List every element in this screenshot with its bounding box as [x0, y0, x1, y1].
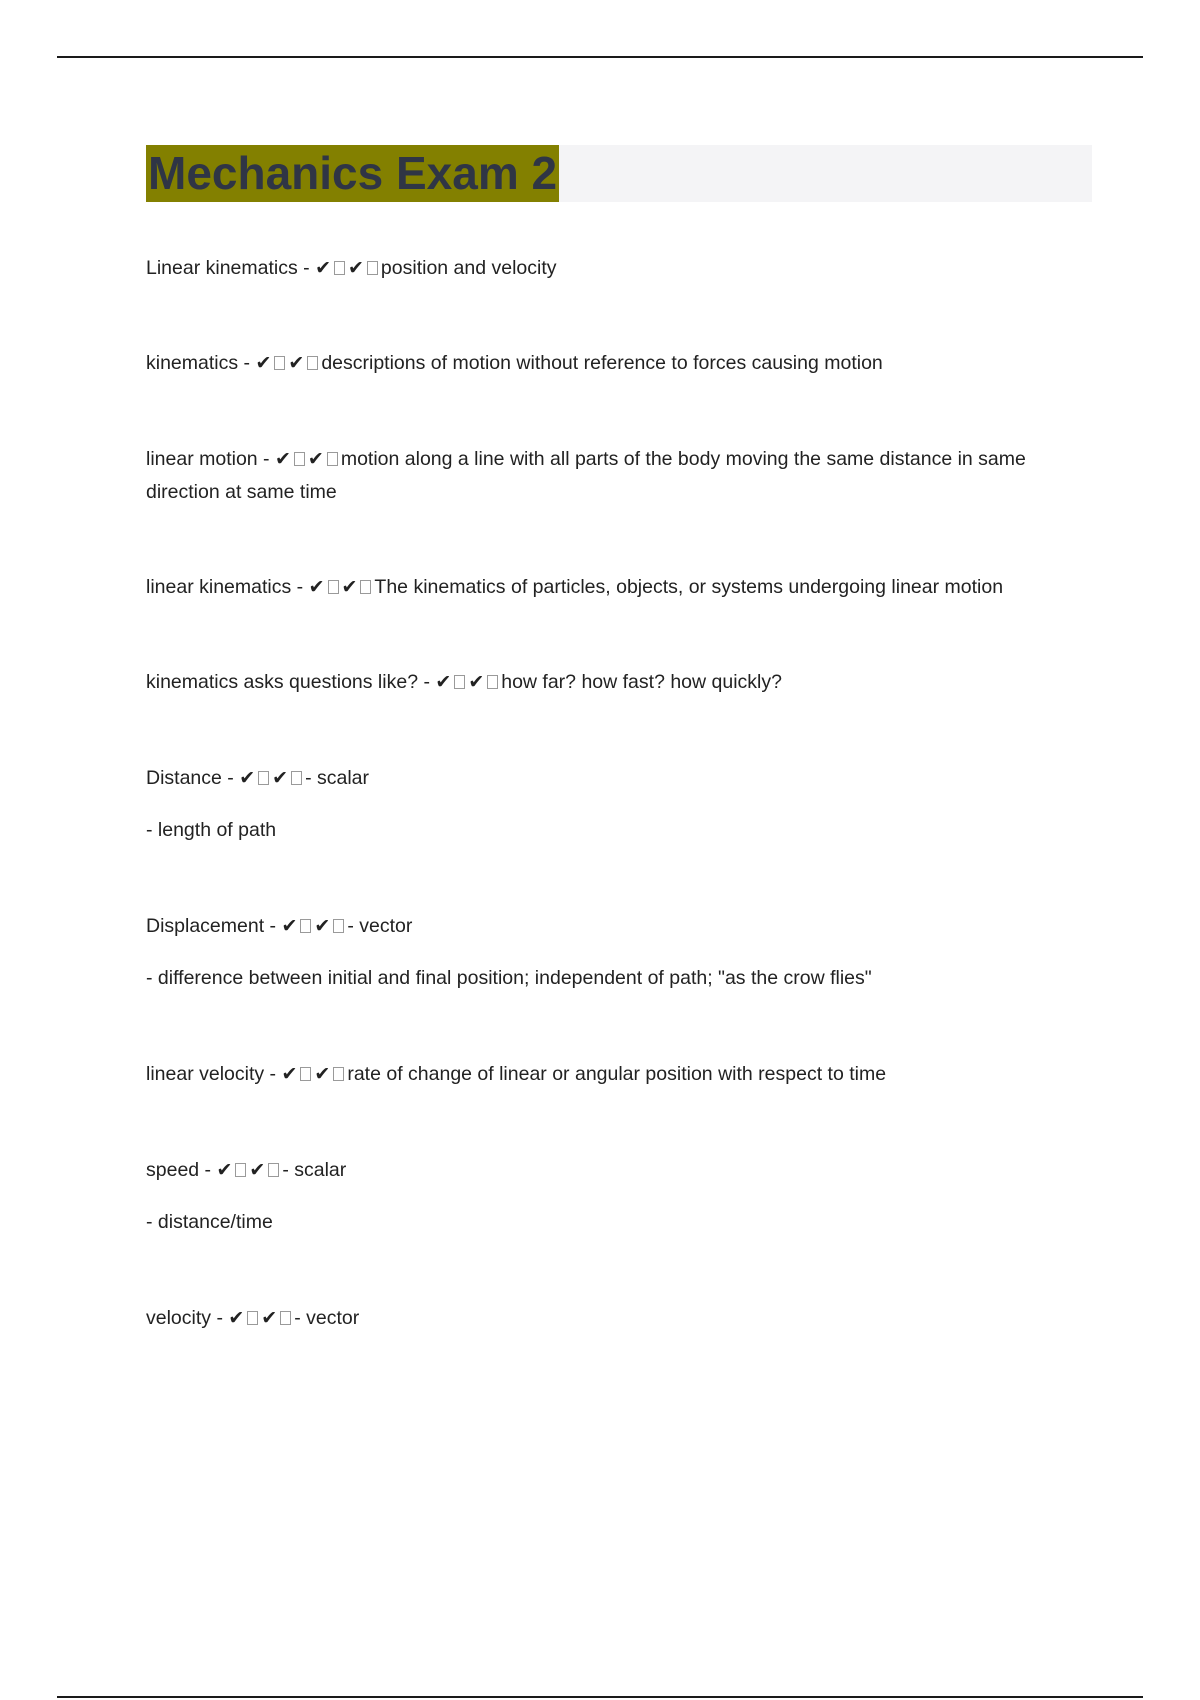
checkmark-icon: ✔	[255, 353, 272, 374]
checkmark-icon: ✔	[288, 353, 305, 374]
entry-separator: -	[199, 1159, 217, 1181]
checkmark-icon: ✔	[274, 449, 291, 470]
entry-definition: - scalar	[305, 767, 369, 789]
entry-separator: -	[418, 671, 436, 693]
entry-term: linear kinematics	[146, 576, 292, 598]
entry-line	[146, 347, 1096, 380]
flashcard-entry	[146, 910, 1096, 995]
entry-separator: -	[257, 448, 275, 470]
missing-glyph-icon	[280, 1311, 291, 1325]
checkmark-icon: ✔	[216, 1160, 233, 1181]
checkmark-icon: ✔	[341, 577, 358, 598]
entry-term: Displacement	[146, 915, 265, 937]
entry-line	[146, 571, 1096, 604]
flashcard-entry	[146, 762, 1096, 847]
missing-glyph-icon	[300, 1067, 311, 1081]
checkmark-icon: ✔	[468, 672, 485, 693]
entry-definition: rate of change of linear or angular position with respect to time	[347, 1063, 887, 1085]
entry-term: kinematics asks questions like?	[146, 671, 419, 693]
checkmark-icon: ✔	[228, 1308, 245, 1329]
entry-line	[146, 762, 1096, 795]
entry-detail: - distance/time	[146, 1211, 273, 1233]
flashcard-entry	[146, 347, 1096, 380]
checkmark-icon: ✔	[348, 258, 364, 279]
flashcard-entry	[146, 443, 1096, 509]
entry-term: Linear kinematics	[146, 257, 298, 279]
checkmark-icon: ✔	[281, 1064, 298, 1085]
entry-separator: -	[221, 767, 240, 789]
entry-line	[146, 910, 1096, 943]
missing-glyph-icon	[454, 675, 465, 689]
entry-term: linear velocity	[146, 1063, 265, 1085]
flashcard-entry	[146, 1058, 1096, 1091]
missing-glyph-icon	[235, 1163, 246, 1177]
checkmark-icon: ✔	[435, 672, 452, 693]
entry-line	[146, 1058, 1096, 1091]
flashcard-entry	[146, 1154, 1096, 1239]
missing-glyph-icon	[268, 1163, 279, 1177]
entry-definition: descriptions of motion without reference to forces causing motion	[321, 352, 883, 374]
missing-glyph-icon	[300, 919, 311, 933]
missing-glyph-icon	[487, 675, 498, 689]
missing-glyph-icon	[291, 771, 302, 785]
entry-separator: -	[264, 915, 282, 937]
entry-definition: The kinematics of particles, objects, or systems undergoing linear motion	[374, 576, 1004, 598]
top-rule	[57, 56, 1143, 58]
entry-definition: - scalar	[282, 1159, 347, 1181]
entry-separator: -	[264, 1063, 282, 1085]
missing-glyph-icon	[334, 261, 345, 275]
checkmark-icon: ✔	[308, 577, 325, 598]
entry-definition: motion along a line with all parts of the body moving the same distance in same direction at same time	[146, 448, 1026, 503]
missing-glyph-icon	[258, 771, 269, 785]
flashcard-entry	[146, 252, 1096, 285]
entry-term: velocity	[146, 1307, 212, 1329]
missing-glyph-icon	[367, 261, 378, 275]
checkmark-icon: ✔	[261, 1308, 278, 1329]
missing-glyph-icon	[274, 356, 285, 370]
entry-definition: position and velocity	[380, 257, 557, 279]
entry-separator: -	[238, 352, 256, 374]
entry-separator: -	[211, 1307, 229, 1329]
checkmark-icon: ✔	[239, 768, 256, 789]
checkmark-icon: ✔	[249, 1160, 266, 1181]
entry-term: linear motion	[146, 448, 258, 470]
missing-glyph-icon	[307, 356, 318, 370]
flashcard-entry	[146, 571, 1096, 604]
entry-term: speed	[146, 1159, 200, 1181]
bottom-rule	[57, 1696, 1143, 1698]
entry-detail: - length of path	[146, 819, 277, 841]
page-title: Mechanics Exam 2	[146, 145, 559, 202]
checkmark-icon: ✔	[314, 1064, 331, 1085]
entry-line	[146, 252, 1096, 285]
missing-glyph-icon	[327, 452, 338, 466]
entry-line	[146, 666, 1096, 699]
checkmark-icon: ✔	[315, 258, 331, 279]
flashcard-entry	[146, 666, 1096, 699]
missing-glyph-icon	[328, 580, 339, 594]
entry-line	[146, 443, 1096, 509]
flashcard-list	[146, 252, 1096, 1335]
entry-line	[146, 1302, 1096, 1335]
checkmark-icon: ✔	[314, 916, 331, 937]
entry-definition: - vector	[347, 915, 413, 937]
entry-line	[146, 1154, 1096, 1187]
checkmark-icon: ✔	[272, 768, 289, 789]
entry-definition: how far? how fast? how quickly?	[501, 671, 782, 693]
missing-glyph-icon	[333, 1067, 344, 1081]
entry-separator: -	[291, 576, 309, 598]
missing-glyph-icon	[333, 919, 344, 933]
entry-separator: -	[297, 257, 316, 279]
entry-term: Distance	[146, 767, 222, 789]
entry-definition: - vector	[294, 1307, 360, 1329]
checkmark-icon: ✔	[281, 916, 298, 937]
entry-term: kinematics	[146, 352, 239, 374]
missing-glyph-icon	[294, 452, 305, 466]
entry-detail: - difference between initial and final position; independent of path; "as the crow flies"	[146, 967, 872, 989]
checkmark-icon: ✔	[307, 449, 324, 470]
flashcard-entry	[146, 1302, 1096, 1335]
missing-glyph-icon	[247, 1311, 258, 1325]
missing-glyph-icon	[360, 580, 371, 594]
